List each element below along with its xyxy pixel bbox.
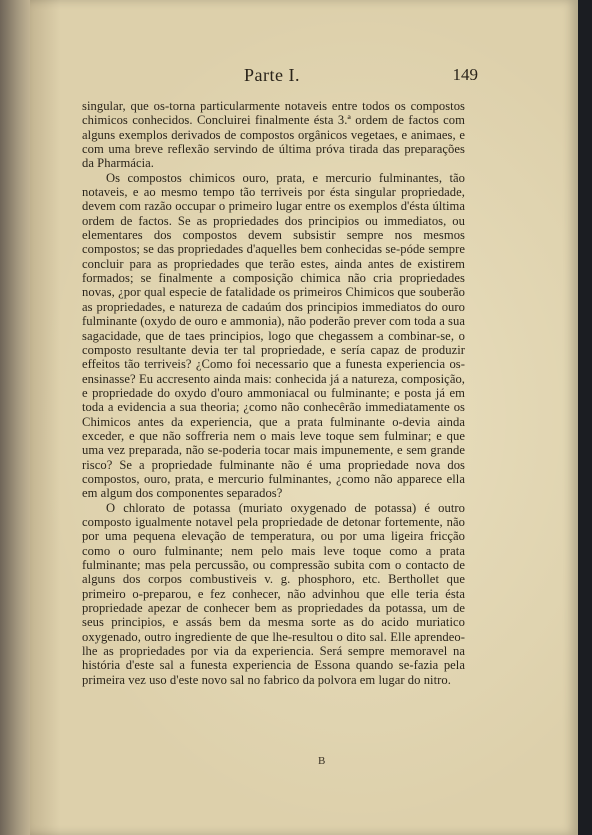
paragraph-1: singular, que os-torna particularmente notaveis entre todos os compostos chimicos conhecidos. Concluirei finalmente ésta 3.ª ordem de factos com alguns exemplos derivados de compostos orgânicos vegetaes, e animaes, e com uma breve reflexão servindo de última próva tirada das preparações da Pharmácia. [82, 99, 465, 171]
body-text [82, 99, 465, 687]
facing-page-edge [0, 0, 30, 835]
running-title: Parte I. [244, 65, 300, 85]
paragraph-3: O chlorato de potassa (muriato oxygenado de potassa) é outro composto igualmente notavel pela propriedade de detonar fortemente, não por uma pequena elevação de temperatura, ou por uma ligeira fricção como o ouro fulminante; nem pelo mais leve toque como a prata fulminante; mas pela percussão, ou compressão subita com o contacto de alguns dos corpos combustiveis v. g. phosphoro, etc. Berthollet que primeiro o-preparou, e fez conhecer, não advinhou que elle teria ésta propriedade apezar de conhecer bem as propriedades da potassa, um de seus principios, e assás bem da mesma sorte as do acido muriatico oxygenado, outro ingrediente de que lhe-resultou o dito sal. Elle aprendeo-lhe as propriedades por via da experiencia. Será sempre memoravel na história d'este sal a funesta experiencia de Essona quando se-fazia pela primeira vez uso d'este novo sal no fabrico da polvora em lugar do nitro. [82, 500, 465, 687]
running-header [30, 65, 578, 89]
paragraph-2: Os compostos chimicos ouro, prata, e mercurio fulminantes, tão notaveis, e ao mesmo tempo tão terriveis por ésta singular propriedade, devem com razão occupar o primeiro lugar entre os exemplos d'ésta última ordem de factos. Se as propriedades dos principios ou immediatos, ou elementares dos compostos devem subsistir sempre nos mesmos compostos; se das propriedades d'aquelles bem conhecidas se-póde sempre concluir para as propriedades que terão estes, ainda antes de existirem formados; se finalmente a composição chimica não cria propriedades novas, ¿por qual especie de fatalidade os primeiros Chimicos que souberão as propriedades, e natureza de cadaúm dos principios immediatos do ouro fulminante (oxydo de ouro e ammonia), não poderão prever com toda a sua sagacidade, que de taes principios, logo que chegassem a combinar-se, o composto resultante devia ter tal propriedade, e sería capaz de produzir effeitos tão terriveis? ¿Como foi necessario que a funesta experiencia os-ensinasse? Eu accresento ainda mais: conhecida já a natureza, composição, e propriedade do oxydo d'ouro ammoniacal ou fulminante; e posta já em toda a evidencia a sua theoria; ¿como não conhecêrão immediatamente os Chimicos antes da experiencia, que a prata fulminante o-devia ainda exceder, e que não soffreria nem o mais leve toque sem fulminar; e que uma vez preparada, não se-poderia tocar mais impunemente, e sem grande risco? Se a propriedade fulminante não é uma propriedade nova dos compostos, ouro, prata, e mercurio fulminantes, ¿como não apparece ella em algum dos componentes separados? [82, 170, 465, 501]
page-number: 149 [452, 65, 478, 84]
printer-signature-mark: B [318, 755, 326, 767]
